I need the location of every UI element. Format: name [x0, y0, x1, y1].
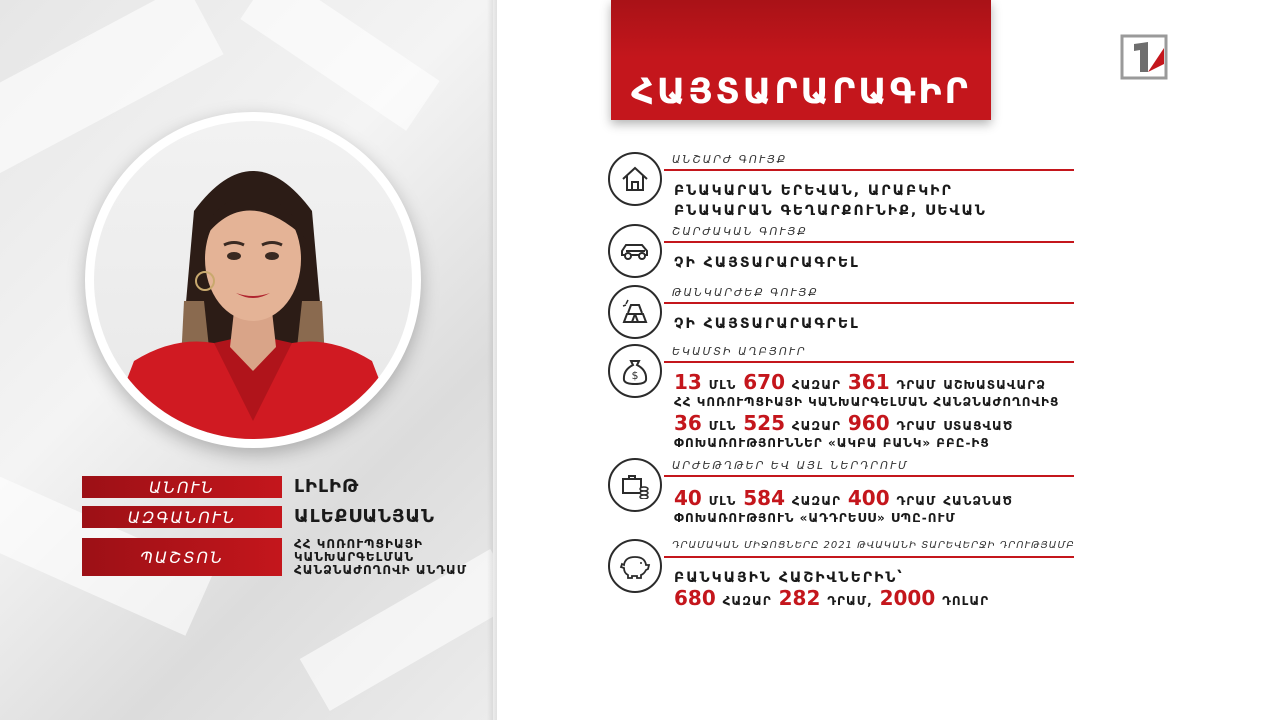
person-illustration [94, 121, 412, 439]
section-heading: ԴՐԱՄԱԿԱՆ ՄԻՋՈՑՆԵՐԸ 2021 ԹՎԱԿԱՆԻ ՏԱՐԵՎԵՐՋԻ ԴՐՈՒԹՅԱՄԲ [672, 540, 1075, 551]
income-source: ՀՀ ԿՈՌՈՒՊՑԻԱՅԻ ԿԱՆԽԱՐԳԵԼՄԱՆ ՀԱՆՁՆԱԺՈՂՈՎԻՑ [674, 395, 1060, 409]
section-heading: ՇԱՐԺԱԿԱՆ ԳՈՒՅՔ [672, 225, 808, 238]
name-label: ԱՆՈՒՆ [82, 476, 282, 498]
unit-label: ԴՐԱՄ [896, 419, 937, 433]
house-icon [608, 152, 662, 206]
section-heading: ԱՆՇԱՐԺ ԳՈՒՅՔ [672, 153, 788, 166]
section-rule [664, 361, 1074, 363]
income-type: ԱՇԽԱՏԱՎԱՐՁ [943, 378, 1046, 392]
page-title: ՀԱՅՏԱՐԱՐԱԳԻՐ [631, 72, 971, 112]
section-rule [664, 241, 1074, 243]
unit-label: ԴՈԼԱՐ [942, 594, 990, 608]
section-rule [664, 556, 1074, 558]
income-line [674, 411, 1013, 435]
unit-label: ԴՐԱՄ, [827, 594, 873, 608]
cash-usd: 2000 [879, 586, 936, 610]
cash-label: ԲԱՆԿԱՅԻՆ ՀԱՇԻՎՆԵՐԻՆ՝ [674, 570, 904, 586]
briefcase-coins-icon [608, 458, 662, 512]
position-value [294, 538, 467, 577]
loan-million: 40 [674, 486, 702, 510]
income-type: ՍՏԱՑՎԱԾ [943, 419, 1014, 433]
income-source: ՓՈԽԱՌՈՒԹՅՈՒՆՆԵՐ «ԱԿԲԱ ԲԱՆԿ» ԲԲԸ-ԻՑ [674, 436, 990, 450]
income-dram: 960 [847, 411, 890, 435]
position-label: ՊԱՇՏՈՆ [82, 538, 282, 576]
unit-label: ՀԱԶԱՐ [791, 419, 841, 433]
unit-label: ՀԱԶԱՐ [791, 494, 841, 508]
section-rule [664, 169, 1074, 171]
piggy-bank-icon [608, 539, 662, 593]
income-line [674, 370, 1046, 394]
income-thousand: 525 [743, 411, 785, 435]
section-heading: ԱՐԺԵԹՂԹԵՐ ԵՎ ԱՅԼ ՆԵՐԴՐՈՒՄ [672, 459, 909, 472]
position-line: ԿԱՆԽԱՐԳԵԼՄԱՆ [294, 550, 415, 564]
unit-label: ՀԱԶԱՐ [791, 378, 841, 392]
channel-logo [1120, 34, 1168, 80]
gold-bars-icon [608, 285, 662, 339]
unit-label: ՀԱԶԱՐ [722, 594, 772, 608]
loan-source: ՓՈԽԱՌՈՒԹՅՈՒՆ «ԱԴԴՐԵՍՍ» ՍՊԸ-ՈՒՄ [674, 511, 956, 525]
income-dram: 361 [847, 370, 890, 394]
section-line: ԲՆԱԿԱՐԱՆ ԳԵՂԱՐՔՈՒՆԻՔ, ՍԵՎԱՆ [674, 203, 987, 219]
loan-thousand: 584 [743, 486, 785, 510]
surname-label: ԱԶԳԱՆՈՒՆ [82, 506, 282, 528]
position-line: ՀՀ ԿՈՌՈՒՊՑԻԱՅԻ [294, 537, 423, 551]
loan-type: ՀԱՆՁՆԱԾ [943, 494, 1013, 508]
section-line: ԲՆԱԿԱՐԱՆ ԵՐԵՎԱՆ, ԱՐԱԲԿԻՐ [674, 183, 953, 199]
surname-value: ԱԼԵՔՍԱՆՅԱՆ [294, 506, 435, 527]
section-line: ՉԻ ՀԱՅՏԱՐԱՐԱԳՐԵԼ [674, 255, 860, 271]
portrait-photo [94, 121, 412, 439]
position-line: ՀԱՆՁՆԱԺՈՂՈՎԻ ԱՆԴԱՄ [294, 563, 468, 577]
cash-thousand: 680 [674, 586, 716, 610]
unit-label: ՄԼՆ [708, 378, 737, 392]
section-rule [664, 475, 1074, 477]
money-bag-icon [608, 344, 662, 398]
section-heading: ԹԱՆԿԱՐԺԵՔ ԳՈՒՅՔ [672, 286, 819, 299]
title-banner [611, 0, 991, 120]
unit-label: ԴՐԱՄ [896, 378, 937, 392]
section-rule [664, 302, 1074, 304]
panel-divider [487, 0, 497, 720]
section-line: ՉԻ ՀԱՅՏԱՐԱՐԱԳՐԵԼ [674, 316, 860, 332]
unit-label: ԴՐԱՄ [896, 494, 937, 508]
unit-label: ՄԼՆ [708, 494, 737, 508]
name-value: ԼԻԼԻԹ [294, 476, 360, 497]
channel-logo-icon [1120, 34, 1168, 80]
income-million: 36 [674, 411, 702, 435]
background-shard [240, 0, 439, 131]
section-heading: ԵԿԱՄՏԻ ԱՂԲՅՈՒՐ [672, 345, 807, 358]
cash-dram: 282 [778, 586, 821, 610]
car-icon [608, 224, 662, 278]
unit-label: ՄԼՆ [708, 419, 737, 433]
cash-line [674, 586, 989, 610]
portrait-frame [85, 112, 421, 448]
svg-text:$: $ [631, 369, 639, 382]
loan-dram: 400 [847, 486, 890, 510]
income-thousand: 670 [743, 370, 785, 394]
loan-line [674, 486, 1013, 510]
income-million: 13 [674, 370, 702, 394]
